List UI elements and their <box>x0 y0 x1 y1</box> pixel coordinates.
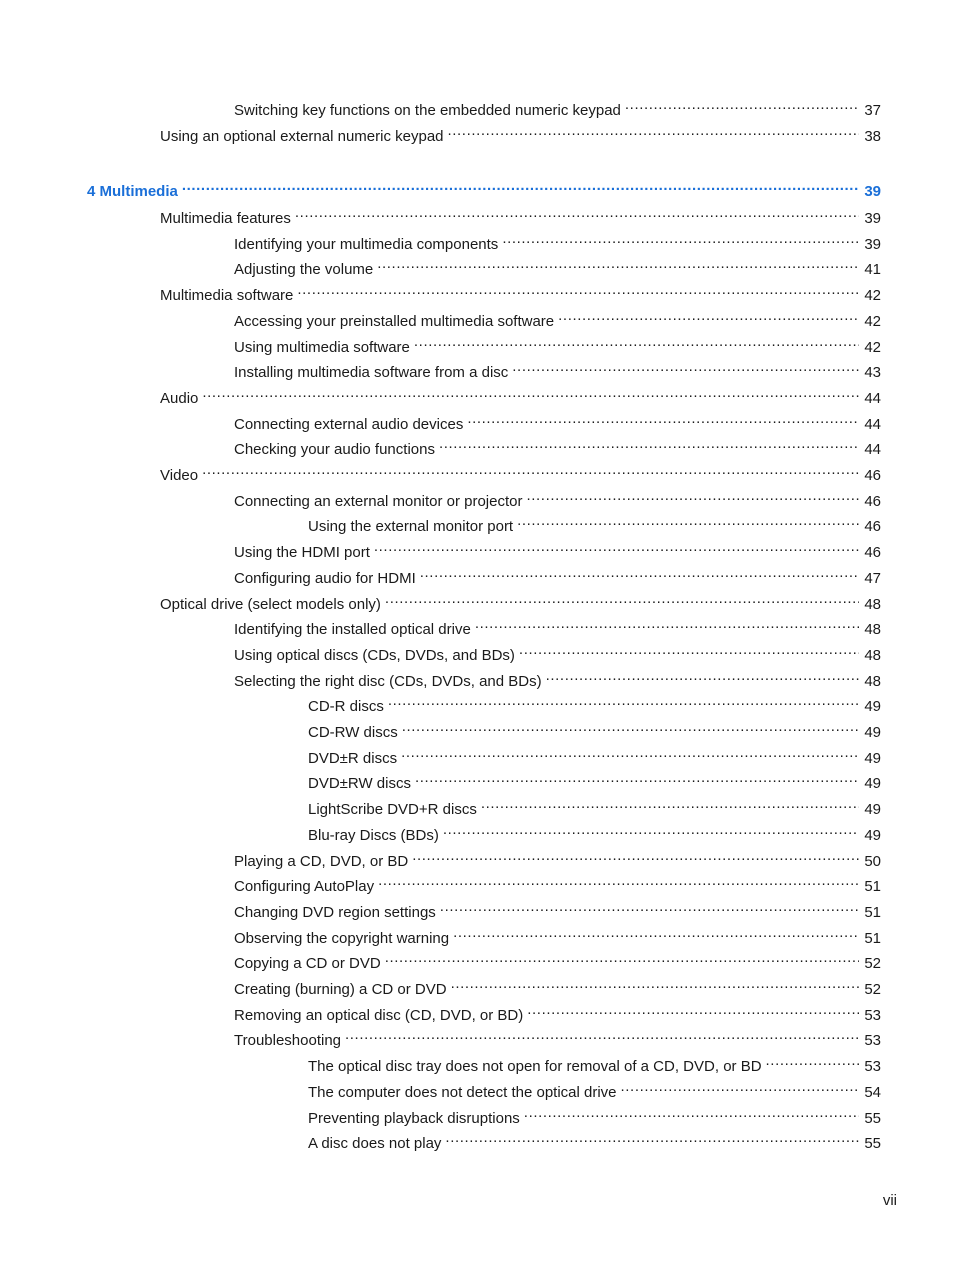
toc-entry-title: Switching key functions on the embedded numeric keypad <box>234 102 621 119</box>
dot-leader <box>420 563 859 583</box>
dot-leader <box>415 768 859 788</box>
toc-entry-title: Using the external monitor port <box>308 518 514 536</box>
dot-leader <box>451 974 859 994</box>
toc-entry-link[interactable] <box>234 306 881 330</box>
toc-entry-link[interactable] <box>234 923 881 947</box>
toc-chapter-link[interactable] <box>87 176 881 200</box>
dot-leader <box>345 1025 859 1045</box>
toc-entry-page: 42 <box>864 312 881 330</box>
toc-entry-page: 51 <box>864 878 881 896</box>
toc-entry-page: 49 <box>864 801 881 819</box>
toc-entry-title: Audio <box>160 389 199 407</box>
toc-entry-page: 42 <box>864 338 881 356</box>
toc-entry-page: 50 <box>864 852 881 870</box>
toc-entry-page: 46 <box>864 492 881 510</box>
toc-entry-title: Configuring audio for HDMI <box>234 569 416 587</box>
toc-entry-title: The computer does not detect the optical drive <box>308 1083 617 1101</box>
toc-entry-title: CD-RW discs <box>308 724 398 741</box>
toc-entry-link[interactable] <box>234 409 881 433</box>
toc-entry-page: 44 <box>864 441 881 459</box>
toc-entry-title: Accessing your preinstalled multimedia software <box>234 312 555 330</box>
toc-entry-link[interactable] <box>234 434 881 459</box>
toc-entry-link[interactable] <box>160 460 881 484</box>
dot-leader <box>374 537 859 557</box>
dot-leader <box>295 203 859 223</box>
toc-entry-link[interactable] <box>308 1128 881 1153</box>
toc-entry-page: 43 <box>864 364 881 382</box>
dot-leader <box>453 923 859 943</box>
dot-leader <box>524 1103 859 1123</box>
toc-entry-page: 55 <box>864 1135 881 1153</box>
toc-entry-title: CD-R discs <box>308 698 384 716</box>
toc-entry-link[interactable] <box>234 486 881 510</box>
toc-entry-link[interactable] <box>160 589 881 613</box>
toc-entry-title: Removing an optical disc (CD, DVD, or BD) <box>234 1006 524 1024</box>
toc-entry-page: 39 <box>864 210 881 227</box>
dot-leader <box>385 589 859 609</box>
dot-leader <box>402 717 859 737</box>
toc-entry-link[interactable] <box>234 229 881 253</box>
dot-leader <box>475 614 859 634</box>
toc-entry-title: Observing the copyright warning <box>234 929 450 947</box>
toc-entry-page: 41 <box>864 261 881 279</box>
dot-leader <box>202 460 859 480</box>
toc-entry-page: 46 <box>864 467 881 484</box>
toc-entry-link[interactable] <box>234 897 881 921</box>
toc-entry-page: 53 <box>864 1006 881 1024</box>
toc-entry-page: 49 <box>864 698 881 716</box>
toc-entry-title: The optical disc tray does not open for removal of a CD, DVD, or BD <box>308 1058 762 1076</box>
dot-leader <box>440 897 859 917</box>
dot-leader <box>527 486 860 506</box>
toc-entry-page: 44 <box>864 389 881 407</box>
toc-entry-page: 48 <box>864 646 881 664</box>
toc-entry-link[interactable] <box>234 563 881 587</box>
toc-entry-title: Playing a CD, DVD, or BD <box>234 852 409 870</box>
toc-entry-link[interactable] <box>308 743 881 767</box>
dot-leader <box>546 666 859 686</box>
toc-entry-title: Blu-ray Discs (BDs) <box>308 826 439 844</box>
dot-leader <box>182 176 859 196</box>
dot-leader <box>412 846 859 866</box>
toc-entry-link[interactable] <box>308 511 881 536</box>
toc-entry-page: 55 <box>864 1109 881 1127</box>
toc-entry-page: 53 <box>864 1032 881 1050</box>
dot-leader <box>467 409 859 429</box>
toc-entry-title: Identifying your multimedia components <box>234 235 499 253</box>
toc-entry-link[interactable] <box>234 640 881 664</box>
dot-leader <box>481 794 859 814</box>
toc-entry-title: Selecting the right disc (CDs, DVDs, and BDs) <box>234 672 542 690</box>
toc-entry-title: DVD±R discs <box>308 749 398 767</box>
dot-leader <box>527 1000 859 1020</box>
toc-entry-link[interactable] <box>234 537 881 562</box>
toc-entry-title: Identifying the installed optical drive <box>234 621 471 639</box>
toc-entry-link[interactable] <box>234 254 881 279</box>
toc-entry-title: Multimedia features <box>160 210 291 227</box>
toc-entry-page: 54 <box>864 1083 881 1101</box>
dot-leader <box>414 332 859 352</box>
toc-entry-title: LightScribe DVD+R discs <box>308 801 477 819</box>
toc-entry-title: Using optical discs (CDs, DVDs, and BDs) <box>234 646 515 664</box>
toc-entry-page: 49 <box>864 826 881 844</box>
toc-entry-title: Troubleshooting <box>234 1032 342 1050</box>
toc-entry-link[interactable] <box>234 332 881 356</box>
toc-entry-page: 48 <box>864 621 881 639</box>
dot-leader <box>445 1128 859 1148</box>
toc-entry-title: Creating (burning) a CD or DVD <box>234 981 447 998</box>
toc-entry-link[interactable] <box>160 280 881 305</box>
toc-entry-title: A disc does not play <box>308 1135 442 1153</box>
toc-entry-link[interactable] <box>308 768 881 793</box>
toc-entry-link[interactable] <box>308 820 881 844</box>
toc-entry-link[interactable] <box>308 717 881 741</box>
toc-entry-link[interactable] <box>234 666 881 690</box>
dot-leader <box>443 820 859 840</box>
toc-entry-page: 49 <box>864 724 881 741</box>
toc-entry-link[interactable] <box>308 794 881 819</box>
dot-leader <box>385 948 859 968</box>
toc-entry-page: 48 <box>864 672 881 690</box>
dot-leader <box>502 229 859 249</box>
toc-entry-title: Preventing playback disruptions <box>308 1109 520 1127</box>
toc-entry-title: Video <box>160 467 199 484</box>
toc-entry-link[interactable] <box>234 357 881 382</box>
toc-entry-page: 37 <box>864 102 881 119</box>
dot-leader <box>401 743 859 763</box>
toc-entry-link[interactable] <box>234 1025 881 1050</box>
toc-entry-page: 49 <box>864 749 881 767</box>
toc-entry-page: 47 <box>864 569 881 587</box>
toc-entry-page: 46 <box>864 518 881 536</box>
toc-entry-link[interactable] <box>234 871 881 896</box>
toc-entry-link[interactable] <box>308 1077 881 1101</box>
toc-entry-page: 52 <box>864 981 881 998</box>
toc-entry-title: Connecting external audio devices <box>234 415 464 433</box>
toc-entry-page: 39 <box>864 235 881 253</box>
toc-entry-title: DVD±RW discs <box>308 775 411 793</box>
dot-leader <box>378 871 859 891</box>
toc-entry-page: 53 <box>864 1058 881 1076</box>
toc-entry-link[interactable] <box>234 614 881 639</box>
dot-leader <box>517 511 859 531</box>
toc-entry-page: 51 <box>864 929 881 947</box>
dot-leader <box>388 691 859 711</box>
toc-entry-page: 44 <box>864 415 881 433</box>
toc-entry-link[interactable] <box>160 203 881 227</box>
dot-leader <box>202 383 859 403</box>
toc-entry-title: Adjusting the volume <box>234 261 374 279</box>
toc-entry-title: Copying a CD or DVD <box>234 955 381 973</box>
toc-entry-title: Using an optional external numeric keypad <box>160 127 444 145</box>
toc-entry-title: 4 Multimedia <box>87 183 178 200</box>
toc-entry-title: Installing multimedia software from a disc <box>234 364 509 382</box>
page-number: vii <box>882 1192 897 1209</box>
toc-entry-title: Checking your audio functions <box>234 441 435 459</box>
toc-entry-link[interactable] <box>234 95 881 119</box>
toc-entry-page: 52 <box>864 955 881 973</box>
toc-entry-link[interactable] <box>234 1000 881 1024</box>
dot-leader <box>519 640 859 660</box>
toc-entry-title: Multimedia software <box>160 287 294 305</box>
toc-entry-page: 42 <box>864 287 881 305</box>
toc-entry-link[interactable] <box>234 974 881 998</box>
toc-entry-page: 48 <box>864 595 881 613</box>
toc-entry-link[interactable] <box>160 121 881 145</box>
dot-leader <box>377 254 859 274</box>
dot-leader <box>625 95 859 115</box>
toc-entry-link[interactable] <box>160 383 881 407</box>
toc-entry-title: Connecting an external monitor or projector <box>234 492 523 510</box>
toc-entry-title: Changing DVD region settings <box>234 903 436 921</box>
toc-entry-link[interactable] <box>234 846 881 870</box>
toc-entry-link[interactable] <box>234 948 881 973</box>
toc-entry-link[interactable] <box>308 1051 881 1076</box>
toc-entry-page: 46 <box>864 544 881 562</box>
toc-entry-title: Using multimedia software <box>234 338 410 356</box>
dot-leader <box>448 121 860 141</box>
toc-entry-title: Configuring AutoPlay <box>234 878 375 896</box>
toc-entry-title: Optical drive (select models only) <box>160 595 381 613</box>
toc-entry-page: 51 <box>864 903 881 921</box>
dot-leader <box>512 357 859 377</box>
toc-entry-page: 49 <box>864 775 881 793</box>
dot-leader <box>621 1077 859 1097</box>
dot-leader <box>558 306 859 326</box>
toc-entry-title: Using the HDMI port <box>234 544 370 562</box>
dot-leader <box>766 1051 859 1071</box>
dot-leader <box>439 434 859 454</box>
dot-leader <box>297 280 859 300</box>
toc-entry-link[interactable] <box>308 691 881 716</box>
toc-entry-page: 39 <box>864 183 881 200</box>
toc-entry-page: 38 <box>864 127 881 145</box>
toc-entry-link[interactable] <box>308 1103 881 1127</box>
